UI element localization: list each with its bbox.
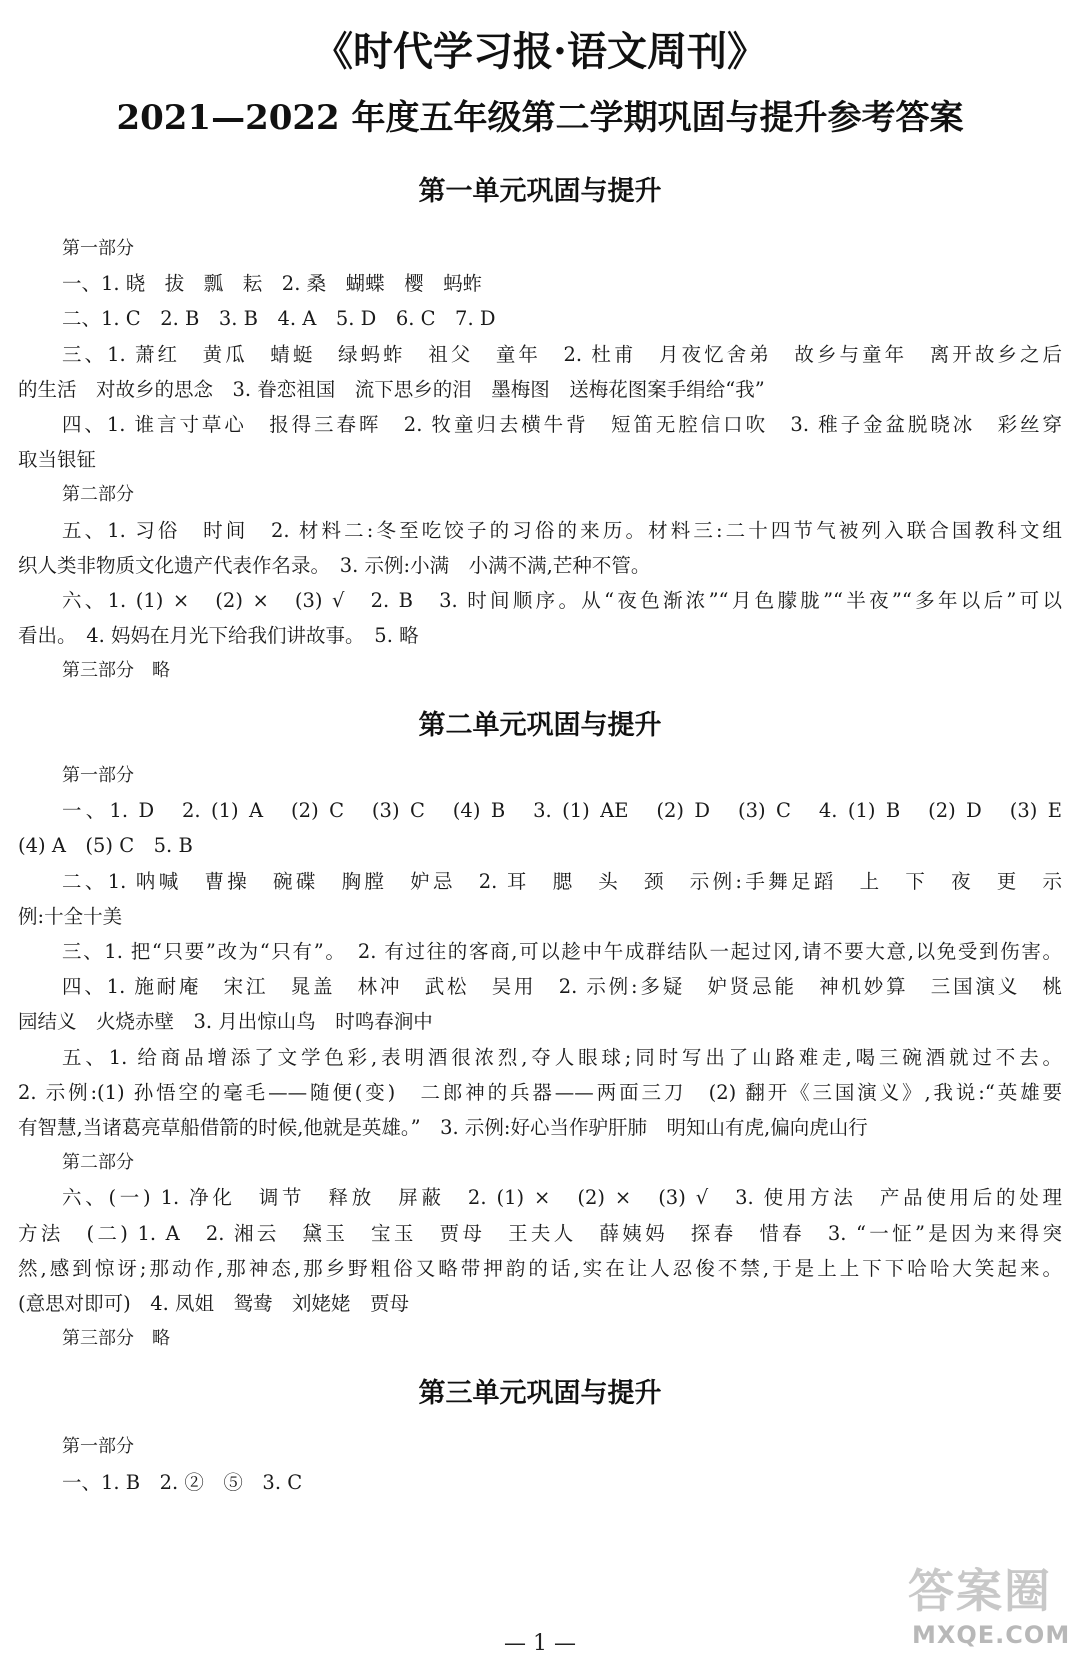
answer-line: 例:十全十美 bbox=[18, 905, 123, 928]
answer-line: (4) A (5) C 5. B bbox=[18, 834, 193, 857]
watermark-domain: MXQE.COM bbox=[912, 1621, 1071, 1649]
answer-line: 取当银钲 bbox=[18, 448, 97, 471]
unit-3-heading: 第三单元巩固与提升 bbox=[418, 1378, 662, 1409]
answer-line: 二、1. 呐喊 曹操 碗碟 胸膛 妒忌 2. 耳 腮 头 颈 示例:手舞足蹈 上 下 夜 更 示 bbox=[62, 870, 1062, 893]
section-label: 第一部分 bbox=[62, 238, 134, 259]
answer-line: 四、1. 谁言寸草心 报得三春晖 2. 牧童归去横牛背 短笛无腔信口吹 3. 稚子金盆脱晓冰 彩丝穿 bbox=[62, 413, 1062, 436]
document-subtitle: 2021—2022 年度五年级第二学期巩固与提升参考答案 bbox=[116, 98, 964, 138]
section-label: 第一部分 bbox=[62, 1436, 134, 1457]
unit-1-heading: 第一单元巩固与提升 bbox=[418, 176, 662, 207]
answer-line: 织人类非物质文化遗产代表作名录。 3. 示例:小满 小满不满,芒种不管。 bbox=[18, 554, 651, 577]
answer-line: 园结义 火烧赤壁 3. 月出惊山鸟 时鸣春涧中 bbox=[18, 1010, 433, 1033]
answer-line: 二、1. C 2. B 3. B 4. A 5. D 6. C 7. D bbox=[62, 307, 496, 330]
section-label: 第一部分 bbox=[62, 765, 134, 786]
answer-line: (意思对即可) 4. 凤姐 鸳鸯 刘姥姥 贾母 bbox=[18, 1292, 410, 1315]
answer-line: 一、1. D 2. (1) A (2) C (3) C (4) B 3. (1) AE (2) D (3) C 4. (1) B (2) D (3) E bbox=[62, 799, 1062, 822]
document-title: 《时代学习报·语文周刊》 bbox=[313, 28, 767, 75]
answer-line: 六、(一) 1. 净化 调节 释放 屏蔽 2. (1) × (2) × (3) √ 3. 使用方法 产品使用后的处理 bbox=[62, 1186, 1062, 1209]
answer-line: 看出。 4. 妈妈在月光下给我们讲故事。 5. 略 bbox=[18, 624, 419, 647]
section-label: 第二部分 bbox=[62, 484, 134, 505]
answer-line: 六、1. (1) × (2) × (3) √ 2. B 3. 时间顺序。从“夜色渐浓”“月色朦胧”“半夜”“多年以后”可以 bbox=[62, 589, 1062, 612]
answer-line: 然,感到惊讶;那动作,那神态,那乡野粗俗又略带押韵的话,实在让人忍俊不禁,于是上上下下哈哈大笑起来。 bbox=[18, 1257, 1062, 1280]
answer-line: 一、1. B 2. ② ⑤ 3. C bbox=[62, 1471, 303, 1494]
page-number: — 1 — bbox=[504, 1631, 576, 1656]
watermark-logo-text: 答案圈 bbox=[908, 1564, 1052, 1618]
section-label: 第三部分 略 bbox=[62, 660, 170, 681]
answer-line: 方法 (二) 1. A 2. 湘云 黛玉 宝玉 贾母 王夫人 薛姨妈 探春 惜春 3. “一怔”是因为来得突 bbox=[18, 1222, 1062, 1245]
answer-line: 有智慧,当诸葛亮草船借箭的时候,他就是英雄。” 3. 示例:好心当作驴肝肺 明知山有虎,偏向虎山行 bbox=[18, 1116, 868, 1139]
section-label: 第三部分 略 bbox=[62, 1328, 170, 1349]
answer-line: 三、1. 把“只要”改为“只有”。 2. 有过往的客商,可以趁中午成群结队一起过冈,请不要大意,以免受到伤害。 bbox=[62, 940, 1062, 963]
answer-line: 四、1. 施耐庵 宋江 晁盖 林冲 武松 吴用 2. 示例:多疑 妒贤忌能 神机妙算 三国演义 桃 bbox=[62, 975, 1062, 998]
answer-line: 2. 示例:(1) 孙悟空的毫毛——随便(变) 二郎神的兵器——两面三刀 (2) 翻开《三国演义》,我说:“英雄要 bbox=[18, 1081, 1062, 1104]
answer-line: 五、1. 给商品增添了文学色彩,表明酒很浓烈,夺人眼球;同时写出了山路难走,喝三碗酒就过不去。 bbox=[62, 1046, 1062, 1069]
answer-line: 三、1. 萧红 黄瓜 蜻蜓 绿蚂蚱 祖父 童年 2. 杜甫 月夜忆舍弟 故乡与童年 离开故乡之后 bbox=[62, 343, 1062, 366]
answer-line: 五、1. 习俗 时间 2. 材料二:冬至吃饺子的习俗的来历。材料三:二十四节气被列入联合国教科文组 bbox=[62, 519, 1062, 542]
answer-line: 的生活 对故乡的思念 3. 眷恋祖国 流下思乡的泪 墨梅图 送梅花图案手绢给“我” bbox=[18, 378, 765, 401]
section-label: 第二部分 bbox=[62, 1152, 134, 1173]
answer-line: 一、1. 晓 拔 瓢 耘 2. 桑 蝴蝶 樱 蚂蚱 bbox=[62, 272, 483, 295]
unit-2-heading: 第二单元巩固与提升 bbox=[418, 710, 662, 741]
